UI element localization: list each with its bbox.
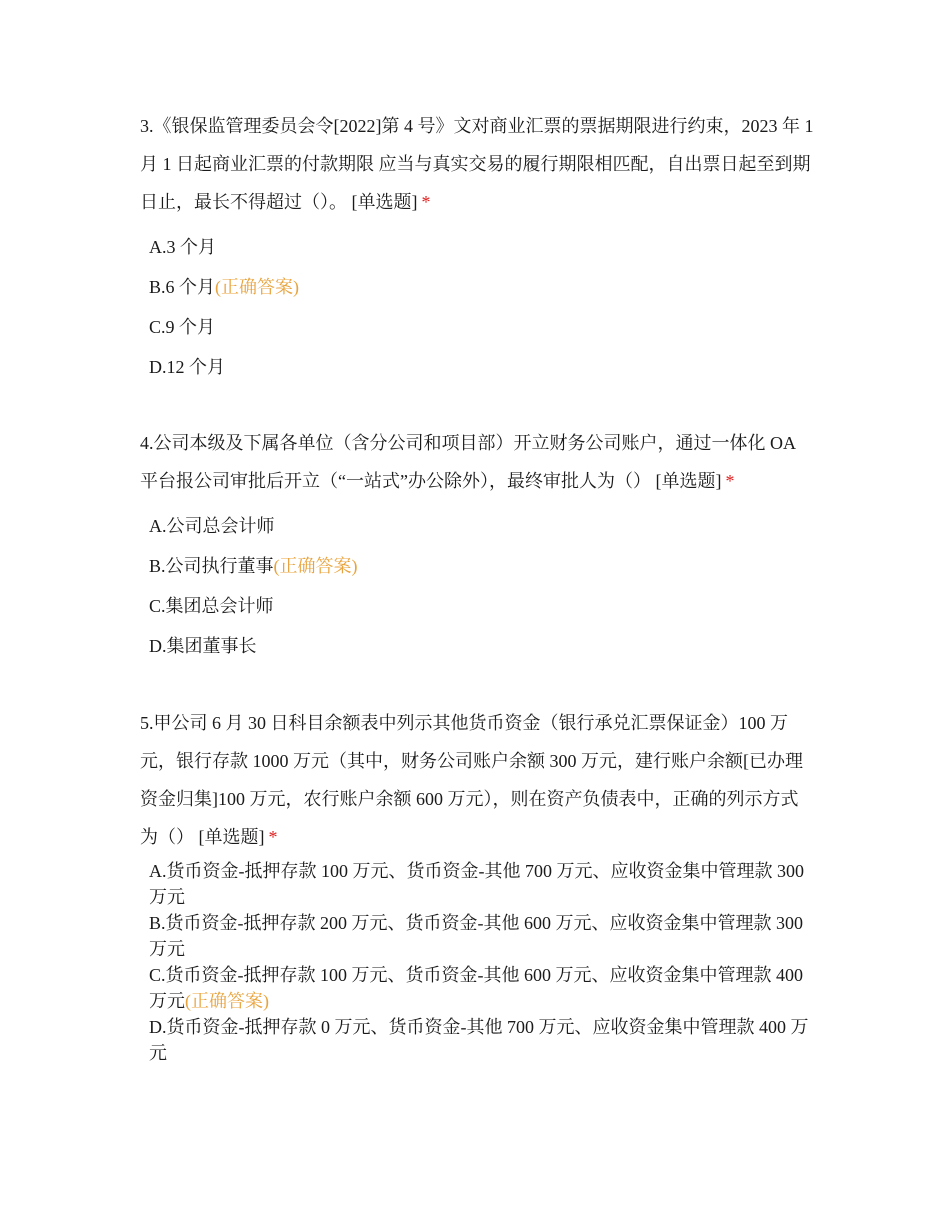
question-stem: 5.甲公司 6 月 30 日科目余额表中列示其他货币资金（银行承兑汇票保证金）100 万元，银行存款 1000 万元（其中，财务公司账户余额 300 万元，建行账户余额[已办理资金归集]100 万元，农行账户余额 600 万元），则在资产负债表中，正确的列示方式为（） [单选题]: [140, 713, 803, 847]
option-text: A.货币资金-抵押存款 100 万元、货币资金-其他 700 万元、应收资金集中管理款 300 万元: [149, 861, 804, 907]
question-stem: 3.《银保监管理委员会令[2022]第 4 号》文对商业汇票的票据期限进行约束，2023 年 1 月 1 日起商业汇票的付款期限 应当与真实交易的履行期限相匹配，自出票日起至到期日止，最长不得超过（）。 [单选题]: [140, 116, 814, 212]
option-b[interactable]: [140, 546, 815, 586]
option-text: D.12 个月: [149, 357, 225, 377]
question-stem: 4.公司本级及下属各单位（含分公司和项目部）开立财务公司账户，通过一体化 OA 平台报公司审批后开立（“一站式”办公除外），最终审批人为（） [单选题]: [140, 433, 796, 491]
option-list: [140, 858, 815, 1066]
question-3: [140, 107, 815, 387]
option-d[interactable]: [140, 626, 815, 666]
option-b[interactable]: [140, 267, 815, 307]
question-text: [140, 704, 815, 856]
option-text: B.6 个月: [149, 277, 216, 297]
option-c[interactable]: [140, 586, 815, 626]
correct-answer-tag: (正确答案): [273, 556, 358, 576]
option-list: [140, 227, 815, 387]
option-text: C.集团总会计师: [149, 596, 274, 616]
question-text: [140, 107, 815, 221]
correct-answer-tag: (正确答案): [215, 277, 300, 297]
option-text: B.货币资金-抵押存款 200 万元、货币资金-其他 600 万元、应收资金集中管理款 300 万元: [149, 913, 803, 959]
required-mark: *: [421, 192, 431, 212]
option-a[interactable]: [140, 858, 815, 910]
option-text: C.9 个月: [149, 317, 216, 337]
option-text: D.货币资金-抵押存款 0 万元、货币资金-其他 700 万元、应收资金集中管理款 400 万元: [149, 1017, 809, 1063]
option-text: A.3 个月: [149, 237, 216, 257]
option-text: B.公司执行董事: [149, 556, 274, 576]
question-text: [140, 424, 815, 500]
question-4: [140, 424, 815, 666]
option-text: A.公司总会计师: [149, 516, 275, 536]
correct-answer-tag: (正确答案): [185, 991, 269, 1011]
option-text: D.集团董事长: [149, 636, 257, 656]
option-c[interactable]: [140, 307, 815, 347]
required-mark: *: [268, 827, 278, 847]
option-b[interactable]: [140, 910, 815, 962]
option-a[interactable]: [140, 506, 815, 546]
required-mark: *: [725, 471, 735, 491]
option-a[interactable]: [140, 227, 815, 267]
option-text: C.货币资金-抵押存款 100 万元、货币资金-其他 600 万元、应收资金集中管理款 400 万元: [149, 965, 803, 1011]
option-d[interactable]: [140, 1014, 815, 1066]
option-d[interactable]: [140, 347, 815, 387]
question-5: [140, 704, 815, 1066]
option-list: [140, 506, 815, 666]
option-c[interactable]: [140, 962, 815, 1014]
